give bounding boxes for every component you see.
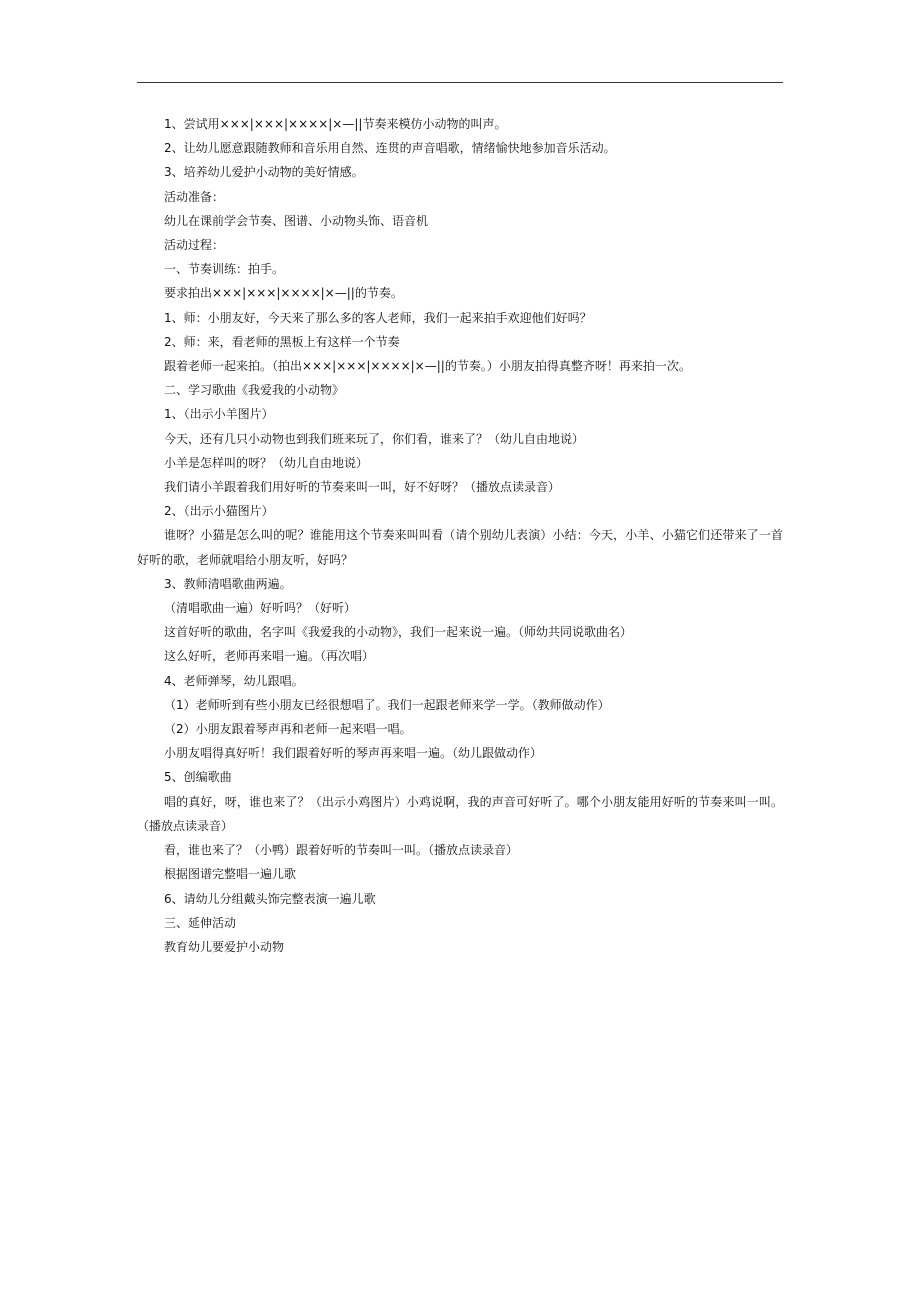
- paragraph: 要求拍出×××|×××|××××|×—||的节奏。: [164, 286, 403, 301]
- paragraph: 唱的真好，呀，谁也来了？（出示小鸡图片）小鸡说啊，我的声音可好听了。哪个小朋友能用好听的节奏来叫一叫。（播放点读录音）: [137, 794, 783, 833]
- paragraph: 3、教师清唱歌曲两遍。: [164, 576, 292, 591]
- paragraph: 根据图谱完整唱一遍儿歌: [164, 867, 297, 882]
- header-rule: [137, 82, 783, 83]
- paragraph: 谁呀？小猫是怎么叫的呢？谁能用这个节奏来叫叫看（请个别幼儿表演）小结：今天，小羊、小猫它们还带来了一首好听的歌，老师就唱给小朋友听，好吗？: [137, 528, 783, 567]
- section-2-heading: 二、学习歌曲《我爱我的小动物》: [164, 383, 345, 398]
- paragraph: 5、创编歌曲: [164, 770, 232, 785]
- paragraph: 6、请幼儿分组戴头饰完整表演一遍儿歌: [164, 891, 376, 906]
- document-body: [137, 112, 783, 959]
- process-heading: 活动过程：: [164, 238, 225, 253]
- paragraph: （2）小朋友跟着琴声再和老师一起来唱一唱。: [164, 722, 412, 737]
- paragraph: 4、老师弹琴，幼儿跟唱。: [164, 673, 304, 688]
- paragraph: （清唱歌曲一遍）好听吗？（好听）: [164, 601, 357, 616]
- paragraph: 今天，还有几只小动物也到我们班来玩了，你们看，谁来了？（幼儿自由地说）: [164, 431, 585, 446]
- paragraph: 看，谁也来了？（小鸭）跟着好听的节奏叫一叫。（播放点读录音）: [164, 843, 519, 858]
- paragraph: 跟着老师一起来拍。（拍出×××|×××|××××|×—||的节奏。）小朋友拍得真整齐呀！再来拍一次。: [164, 359, 691, 374]
- paragraph: 1、师：小朋友好，今天来了那么多的客人老师，我们一起来拍手欢迎他们好吗？: [164, 310, 592, 325]
- objective-3: 3、培养幼儿爱护小动物的美好情感。: [164, 165, 364, 180]
- paragraph: 我们请小羊跟着我们用好听的节奏来叫一叫，好不好呀？（播放点读录音）: [164, 480, 561, 495]
- paragraph: 小羊是怎样叫的呀？（幼儿自由地说）: [164, 455, 369, 470]
- paragraph: 小朋友唱得真好听！我们跟着好听的琴声再来唱一遍。（幼儿跟做动作）: [164, 746, 543, 761]
- objective-2: 2、让幼儿愿意跟随教师和音乐用自然、连贯的声音唱歌，情绪愉快地参加音乐活动。: [164, 141, 616, 156]
- paragraph: 1、（出示小羊图片）: [164, 407, 274, 422]
- preparation-text: 幼儿在课前学会节奏、图谱、小动物头饰、语音机: [164, 213, 429, 228]
- section-3-heading: 三、延伸活动: [164, 915, 237, 930]
- paragraph: 这么好听，老师再来唱一遍。（再次唱）: [164, 649, 375, 664]
- paragraph: （1）老师听到有些小朋友已经很想唱了。我们一起跟老师来学一学。（教师做动作）: [164, 697, 610, 712]
- section-1-heading: 一、节奏训练：拍手。: [164, 262, 285, 277]
- paragraph: 这首好听的歌曲，名字叫《我爱我的小动物》，我们一起来说一遍。（师幼共同说歌曲名）: [164, 625, 633, 640]
- paragraph: 教育幼儿要爱护小动物: [164, 939, 285, 954]
- paragraph: 2、师：来，看老师的黑板上有这样一个节奏: [164, 334, 400, 349]
- paragraph: 2、（出示小猫图片）: [164, 504, 274, 519]
- objective-1: 1、尝试用×××|×××|××××|×—||节奏来模仿小动物的叫声。: [164, 117, 507, 131]
- preparation-heading: 活动准备：: [164, 189, 225, 204]
